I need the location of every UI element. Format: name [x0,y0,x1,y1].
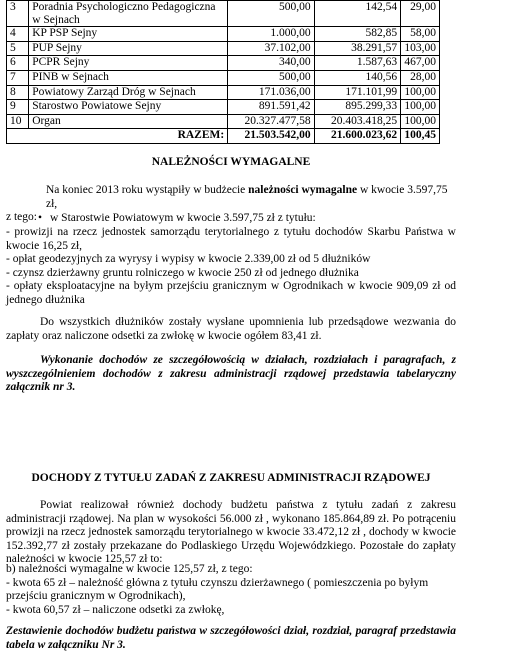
table-cell-pct: 100,00 [401,85,440,100]
table-cell-pct: 103,00 [401,41,440,56]
table-cell-pct: 28,00 [401,70,440,85]
bullet-icon: • [37,212,42,224]
bullet-row [6,212,456,226]
government-item: - kwota 65 zł – należność główna z tytułu czynszu dzierżawnego ( pomieszczenia po byłym przejściu granicznym w Ogrodnikach), [6,576,429,603]
table-cell-name: Organ [29,114,228,129]
total-plan: 21.503.542,00 [228,129,314,144]
table-cell-lp: 5 [7,41,29,56]
table-cell-plan: 171.036,00 [228,85,314,100]
table-cell-pct: 467,00 [401,56,440,71]
table-cell-name: PUP Sejny [29,41,228,56]
total-pct: 100,45 [401,129,440,144]
table-cell-plan: 891.591,42 [228,100,314,115]
income-table [6,0,440,144]
table-cell-name: Poradnia Psychologiczno Pedagogiczna w Sejnach [29,1,228,27]
income-table-body [7,1,440,144]
table-row [7,70,440,85]
table-cell-wyk: 895.299,33 [314,100,400,115]
receivables-items [6,226,456,307]
table-total-row [7,129,440,144]
intro-line2: z tego: [6,211,37,224]
table-cell-wyk: 171.101,99 [314,85,400,100]
table-cell-plan: 20.327.477,58 [228,114,314,129]
intro-after: w kwocie 3.597,75 zł, [46,184,448,210]
table-cell-plan: 37.102,00 [228,41,314,56]
table-cell-lp: 6 [7,56,29,71]
table-cell-plan: 340,00 [228,56,314,71]
table-cell-plan: 500,00 [228,70,314,85]
government-item: - kwota 60,57 zł – naliczone odsetki za zwłokę, [6,603,225,616]
table-cell-wyk: 140,56 [314,70,400,85]
table-cell-wyk: 20.403.418,25 [314,114,400,129]
government-text: Powiat realizował również dochody budżetu państwa z tytułu zadań z zakresu administracji rządowej. Na plan w wysokości 56.000 zł , wykonano 185.864,89 zł. Po potrąceniu prowizji na rzecz jednostek samorządu terytorialnego w kwocie 33.472,12 zł , dochody w kwocie 152.392,77 zł zostały przekazane do Podlaskiego Urzędu Wojewódzkiego. Pozostałe do zapłaty należności w kwocie 125,57 zł to: [6,499,456,566]
table-cell-pct: 29,00 [401,1,440,27]
section-heading-receivables: NALEŻNOŚCI WYMAGALNE [151,156,311,168]
table-cell-lp: 8 [7,85,29,100]
table-cell-name: PINB w Sejnach [29,70,228,85]
reminders-text: Do wszystkich dłużników zostały wysłane upomnienia lub przedsądowe wezwania do zapłaty oraz naliczone odsetki za zwłokę w kwocie ogółem 83,41 zł. [6,316,456,342]
table-row [7,114,440,129]
government-paragraph [6,499,456,567]
intro-before: Na koniec 2013 roku wystąpiły w budżecie [46,184,249,196]
table-cell-wyk: 582,85 [314,27,400,42]
table-row [7,85,440,100]
table-cell-name: Starostwo Powiatowe Sejny [29,100,228,115]
table-row [7,100,440,115]
table-row [7,1,440,27]
table-cell-plan: 1.000,00 [228,27,314,42]
attachment-note-2-text: Zestawienie dochodów budżetu państwa w szczegółowości dział, rozdział, paragraf przedstawia tabela w załączniku Nr 3. [6,625,456,651]
table-cell-lp: 10 [7,114,29,129]
table-cell-pct: 100,00 [401,114,440,129]
table-cell-wyk: 38.291,57 [314,41,400,56]
receivables-bullet [6,212,456,226]
table-cell-lp: 9 [7,100,29,115]
attachment-note-1 [6,354,456,395]
intro-line [6,184,456,211]
reminders-paragraph [6,316,456,343]
table-row [7,56,440,71]
attachment-note-1-text: Wykonanie dochodów ze szczegółowością w działach, rozdziałach i paragrafach, z wyszczególnieniem dochodów z zakresu administracji rządowej przedstawia tabelaryczny załącznik nr 3. [6,354,456,394]
bullet-text: w Starostwie Powiatowym w kwocie 3.597,75 zł z tytułu: [50,212,316,224]
receivable-item: - opłat geodezyjnych za wyrysy i wypisy w kwocie 2.339,00 zł od 5 dłużników [6,253,371,266]
total-wyk: 21.600.023,62 [314,129,400,144]
receivable-item: - czynsz dzierżawny gruntu rolniczego w kwocie 250 zł od jednego dłużnika [6,266,359,279]
total-label: RAZEM: [7,129,228,144]
section-heading-government: DOCHODY Z TYTUŁU ZADAŃ Z ZAKRESU ADMINISTRACJI RZĄDOWEJ [31,472,431,484]
attachment-note-2 [6,625,456,652]
table-cell-wyk: 1.587,63 [314,56,400,71]
table-cell-name: KP PSP Sejny [29,27,228,42]
table-cell-plan: 500,00 [228,1,314,27]
table-cell-name: PCPR Sejny [29,56,228,71]
table-cell-lp: 7 [7,70,29,85]
government-items [6,563,456,617]
government-item: b) należności wymagalne w kwocie 125,57 zł, z tego: [6,563,253,575]
intro-bold: należności wymagalne [248,184,358,196]
table-cell-wyk: 142,54 [314,1,400,27]
table-cell-pct: 100,00 [401,100,440,115]
table-cell-name: Powiatowy Zarząd Dróg w Sejnach [29,85,228,100]
table-cell-lp: 4 [7,27,29,42]
table-cell-pct: 58,00 [401,27,440,42]
receivable-item: - prowizji na rzecz jednostek samorządu terytorialnego z tytułu dochodów Skarbu Państwa w kwocie 16,25 zł, [6,226,456,252]
table-row [7,41,440,56]
table-cell-lp: 3 [7,1,29,27]
receivable-item: - opłaty eksploatacyjne na byłym przejściu granicznym w Ogrodnikach w kwocie 909,09 zł od jednego dłużnika [6,280,456,306]
table-row [7,27,440,42]
